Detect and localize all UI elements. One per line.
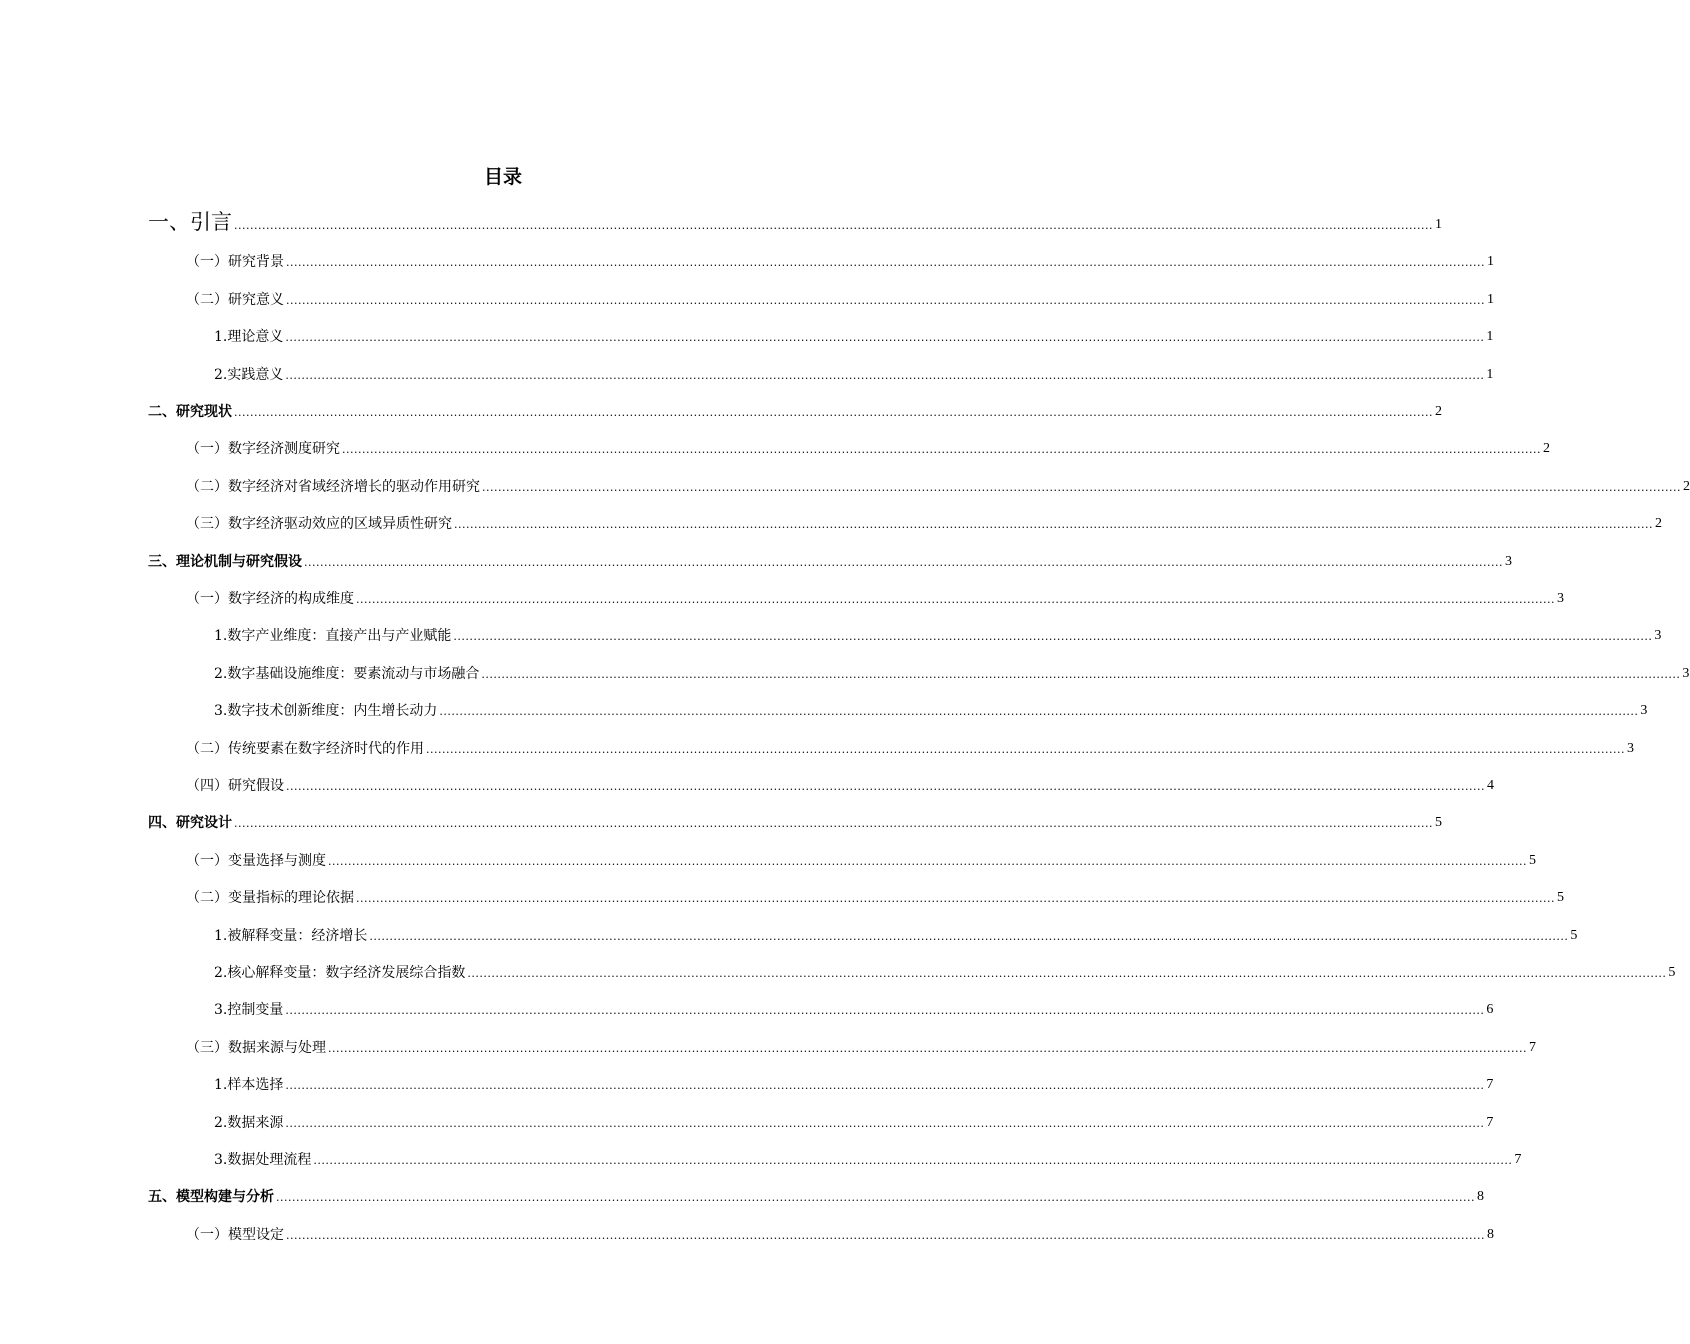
toc-entry[interactable] xyxy=(214,322,1494,346)
toc-page-number: 3 xyxy=(1640,703,1648,718)
toc-page-number: 1 xyxy=(1486,329,1494,344)
toc-page-number: 3 xyxy=(1626,741,1634,756)
toc-entry[interactable] xyxy=(214,659,1690,683)
toc-entry[interactable] xyxy=(186,883,1564,907)
toc-entry-label: （一）数字经济测度研究 xyxy=(186,441,340,457)
toc-entry[interactable] xyxy=(186,846,1536,870)
toc-dot-leader: ............................................................................................................................................................................................................................................................................................................ xyxy=(286,294,1485,307)
toc-dot-leader: ............................................................................................................................................................................................................................................................................................................ xyxy=(454,518,1653,531)
toc-entry-label: 3.数字技术创新维度：内生增长动力 xyxy=(214,703,438,719)
toc-entry-label: 3.数据处理流程 xyxy=(214,1152,312,1168)
toc-dot-leader: ............................................................................................................................................................................................................................................................................................................ xyxy=(369,930,1569,943)
toc-entry[interactable] xyxy=(186,285,1494,309)
toc-dot-leader: ............................................................................................................................................................................................................................................................................................................ xyxy=(342,443,1541,456)
toc-entry-label: （一）研究背景 xyxy=(186,254,284,270)
toc-entry[interactable] xyxy=(148,1182,1484,1206)
toc-dot-leader: ............................................................................................................................................................................................................................................................................................................ xyxy=(426,743,1625,756)
toc-entry-label: 1.被解释变量：经济增长 xyxy=(214,928,368,944)
toc-entry-label: 2.数据来源 xyxy=(214,1115,284,1131)
toc-entry-label: 2.实践意义 xyxy=(214,367,284,383)
toc-entry[interactable] xyxy=(214,1145,1522,1169)
toc-page-number: 5 xyxy=(1434,815,1442,830)
toc-entry-label: 五、模型构建与分析 xyxy=(148,1189,274,1205)
toc-entry-label: （三）数据来源与处理 xyxy=(186,1040,326,1056)
toc-dot-leader: ............................................................................................................................................................................................................................................................................................................ xyxy=(285,369,1485,382)
toc-dot-leader: ............................................................................................................................................................................................................................................................................................................ xyxy=(285,1004,1485,1017)
toc-entry[interactable] xyxy=(214,921,1578,945)
toc-entry[interactable] xyxy=(214,1108,1494,1132)
toc-entry-label: （三）数字经济驱动效应的区域异质性研究 xyxy=(186,516,452,532)
toc-page-number: 4 xyxy=(1486,778,1494,793)
toc-dot-leader: ............................................................................................................................................................................................................................................................................................................ xyxy=(234,219,1433,232)
toc-entry[interactable] xyxy=(214,696,1648,720)
toc-entry-label: （四）研究假设 xyxy=(186,778,284,794)
toc-page-number: 6 xyxy=(1486,1002,1494,1017)
toc-page-number: 3 xyxy=(1654,628,1662,643)
toc-dot-leader: ............................................................................................................................................................................................................................................................................................................ xyxy=(234,406,1433,419)
toc-entry[interactable] xyxy=(186,1220,1494,1244)
toc-entry[interactable] xyxy=(186,584,1564,608)
toc-entry[interactable] xyxy=(214,360,1494,384)
toc-dot-leader: ............................................................................................................................................................................................................................................................................................................ xyxy=(285,1079,1485,1092)
toc-dot-leader: ............................................................................................................................................................................................................................................................................................................ xyxy=(286,780,1485,793)
toc-entry[interactable] xyxy=(214,958,1676,982)
toc-dot-leader: ............................................................................................................................................................................................................................................................................................................ xyxy=(285,331,1485,344)
toc-entry-label: 1.理论意义 xyxy=(214,329,284,345)
toc-entry-label: 2.数字基础设施维度：要素流动与市场融合 xyxy=(214,666,480,682)
toc-entry[interactable] xyxy=(214,1070,1494,1094)
toc-page-number: 7 xyxy=(1514,1152,1522,1167)
toc-dot-leader: ............................................................................................................................................................................................................................................................................................................ xyxy=(439,705,1639,718)
toc-entry-label: 2.核心解释变量：数字经济发展综合指数 xyxy=(214,965,466,981)
toc-entry-label: （二）数字经济对省域经济增长的驱动作用研究 xyxy=(186,479,480,495)
toc-dot-leader: ............................................................................................................................................................................................................................................................................................................ xyxy=(453,630,1653,643)
toc-dot-leader: ............................................................................................................................................................................................................................................................................................................ xyxy=(482,481,1681,494)
toc-page-number: 7 xyxy=(1528,1040,1536,1055)
toc-page-number: 1 xyxy=(1486,292,1494,307)
toc-entry[interactable] xyxy=(214,621,1662,645)
toc-dot-leader: ............................................................................................................................................................................................................................................................................................................ xyxy=(356,892,1555,905)
toc-dot-leader: ............................................................................................................................................................................................................................................................................................................ xyxy=(276,1191,1475,1204)
toc-title: 目录 xyxy=(483,166,522,188)
toc-entry[interactable] xyxy=(186,771,1494,795)
toc-page-number: 2 xyxy=(1434,404,1442,419)
toc-dot-leader: ............................................................................................................................................................................................................................................................................................................ xyxy=(304,556,1503,569)
toc-entry-label: （二）变量指标的理论依据 xyxy=(186,890,354,906)
toc-entry-label: 三、理论机制与研究假设 xyxy=(148,554,302,570)
toc-page-number: 2 xyxy=(1542,441,1550,456)
toc-entry[interactable] xyxy=(186,472,1690,496)
toc-entry-label: 四、研究设计 xyxy=(148,815,232,831)
toc-page-number: 5 xyxy=(1528,853,1536,868)
toc-page-number: 3 xyxy=(1504,554,1512,569)
toc-dot-leader: ............................................................................................................................................................................................................................................................................................................ xyxy=(234,817,1433,830)
toc-page-number: 7 xyxy=(1486,1077,1494,1092)
toc-page-number: 1 xyxy=(1486,367,1494,382)
toc-entry[interactable] xyxy=(148,808,1442,832)
toc-dot-leader: ............................................................................................................................................................................................................................................................................................................ xyxy=(286,256,1485,269)
toc-entry-label: 1.样本选择 xyxy=(214,1077,284,1093)
toc-page-number: 3 xyxy=(1682,666,1690,681)
toc-entry-label: （二）传统要素在数字经济时代的作用 xyxy=(186,741,424,757)
toc-page-number: 8 xyxy=(1476,1189,1484,1204)
toc-page-number: 2 xyxy=(1682,479,1690,494)
toc-entry[interactable] xyxy=(186,247,1494,271)
toc-dot-leader: ............................................................................................................................................................................................................................................................................................................ xyxy=(481,668,1681,681)
toc-dot-leader: ............................................................................................................................................................................................................................................................................................................ xyxy=(285,1117,1485,1130)
toc-entry-label: 1.数字产业维度：直接产出与产业赋能 xyxy=(214,628,452,644)
toc-dot-leader: ............................................................................................................................................................................................................................................................................................................ xyxy=(356,593,1555,606)
toc-dot-leader: ............................................................................................................................................................................................................................................................................................................ xyxy=(313,1154,1513,1167)
toc-entry-label: （一）变量选择与测度 xyxy=(186,853,326,869)
toc-dot-leader: ............................................................................................................................................................................................................................................................................................................ xyxy=(328,855,1527,868)
toc-entry-label: （一）模型设定 xyxy=(186,1227,284,1243)
toc-page-number: 5 xyxy=(1570,928,1578,943)
toc-entry[interactable] xyxy=(186,434,1550,458)
toc-entry-label: 一、引言 xyxy=(148,210,232,234)
toc-dot-leader: ............................................................................................................................................................................................................................................................................................................ xyxy=(328,1042,1527,1055)
toc-page-number: 8 xyxy=(1486,1227,1494,1242)
toc-page-number: 1 xyxy=(1434,217,1442,232)
toc-entry[interactable] xyxy=(148,210,1442,234)
toc-entry[interactable] xyxy=(148,547,1512,571)
toc-entry-label: 3.控制变量 xyxy=(214,1002,284,1018)
toc-page-number: 1 xyxy=(1486,254,1494,269)
toc-page-number: 2 xyxy=(1654,516,1662,531)
toc-entry-label: （二）研究意义 xyxy=(186,292,284,308)
toc-entry-label: 二、研究现状 xyxy=(148,404,232,420)
toc-dot-leader: ............................................................................................................................................................................................................................................................................................................ xyxy=(467,967,1667,980)
toc-dot-leader: ............................................................................................................................................................................................................................................................................................................ xyxy=(286,1229,1485,1242)
toc-entry[interactable] xyxy=(214,995,1494,1019)
toc-page-number: 5 xyxy=(1668,965,1676,980)
toc-entry-label: （一）数字经济的构成维度 xyxy=(186,591,354,607)
toc-entry[interactable] xyxy=(186,509,1662,533)
toc-entry[interactable] xyxy=(148,397,1442,421)
toc-entry[interactable] xyxy=(186,1033,1536,1057)
toc-entry[interactable] xyxy=(186,734,1634,758)
toc-page-number: 7 xyxy=(1486,1115,1494,1130)
toc-page-number: 3 xyxy=(1556,591,1564,606)
toc-page-number: 5 xyxy=(1556,890,1564,905)
